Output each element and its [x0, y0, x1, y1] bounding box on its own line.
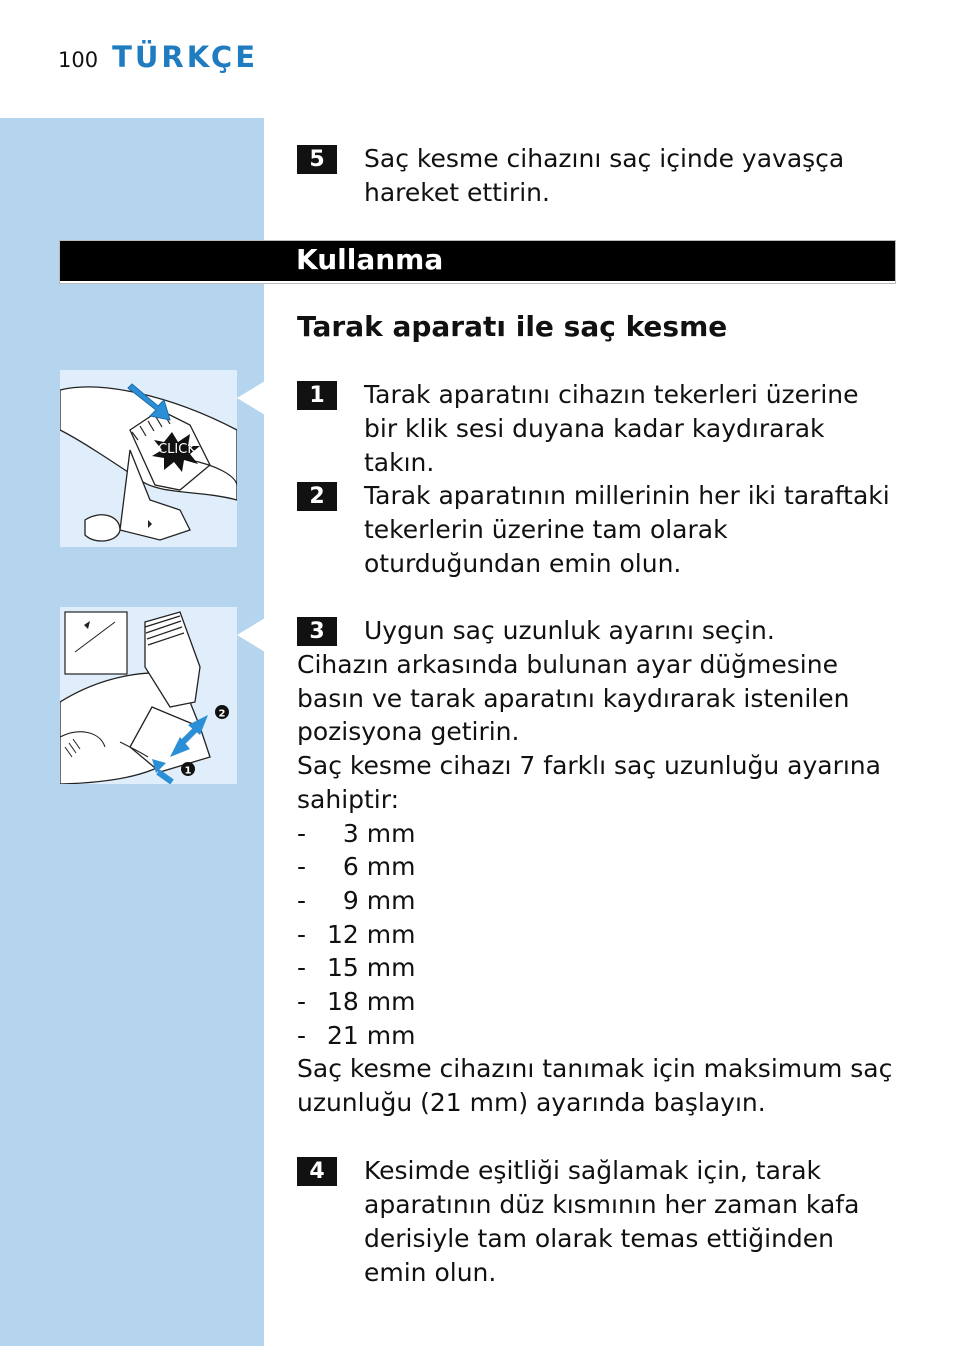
step-number: 4 [297, 1157, 337, 1186]
click-label: CLICK [158, 442, 196, 457]
callout-2-label: 2 [218, 708, 226, 720]
illustration-pointer [237, 381, 265, 415]
step-5 [297, 142, 894, 210]
step-text: Saç kesme cihazını saç içinde yavaşça hareket ettirin. [364, 144, 845, 207]
length-value: 15 mm [327, 953, 416, 983]
length-value: 18 mm [327, 987, 416, 1017]
list-item: - 3 mm [297, 817, 897, 851]
step-text: Uygun saç uzunluk ayarını seçin. [364, 616, 775, 645]
callout-1-label: 1 [184, 765, 192, 777]
list-item: - 6 mm [297, 850, 897, 884]
subheading: Tarak aparatı ile saç kesme [297, 310, 728, 343]
step-number: 1 [297, 381, 337, 410]
paragraph: Saç kesme cihazı 7 farklı saç uzunluğu ayarına sahiptir: [297, 751, 881, 814]
step-text: Tarak aparatını cihazın tekerleri üzerine bir klik sesi duyana kadar kaydırarak takın. [364, 380, 859, 477]
list-item: - 21 mm [297, 1019, 897, 1053]
illustration-length-adjust [60, 607, 237, 784]
language-title: TÜRKÇE [112, 40, 259, 74]
step-3-body [297, 648, 897, 1120]
step-number: 5 [297, 145, 337, 174]
list-item: - 9 mm [297, 884, 897, 918]
section-bar [60, 241, 895, 283]
length-adjust-drawing [60, 607, 237, 784]
paragraph: Cihazın arkasında bulunan ayar düğmesine basın ve tarak aparatını kaydırarak istenilen pozisyona getirin. [297, 650, 850, 747]
length-value: 6 mm [327, 852, 416, 882]
illustration-attach-comb [60, 370, 237, 547]
step-2 [297, 479, 894, 581]
step-number: 3 [297, 617, 337, 646]
paragraph: Saç kesme cihazını tanımak için maksimum saç uzunluğu (21 mm) ayarında başlayın. [297, 1054, 893, 1118]
step-3 [297, 614, 894, 648]
length-value: 3 mm [327, 818, 416, 848]
comb-attach-drawing [60, 370, 237, 547]
step-number: 2 [297, 482, 337, 511]
list-item: - 15 mm [297, 951, 897, 985]
length-value: 21 mm [327, 1020, 416, 1050]
page-header [58, 40, 258, 76]
section-title: Kullanma [296, 243, 444, 276]
length-value: 9 mm [327, 885, 416, 915]
list-item: - 18 mm [297, 985, 897, 1019]
step-text: Kesimde eşitliği sağlamak için, tarak aparatının düz kısmının her zaman kafa derisiyle tam olarak temas ettiğinden emin olun. [364, 1156, 860, 1287]
step-4 [297, 1154, 894, 1290]
illustration-pointer [237, 618, 265, 652]
page-number: 100 [58, 48, 99, 72]
step-text: Tarak aparatının millerinin her iki taraftaki tekerlerin üzerine tam olarak oturduğundan emin olun. [364, 481, 890, 578]
length-value: 12 mm [327, 919, 416, 949]
step-1 [297, 378, 894, 480]
list-item: - 12 mm [297, 918, 897, 952]
